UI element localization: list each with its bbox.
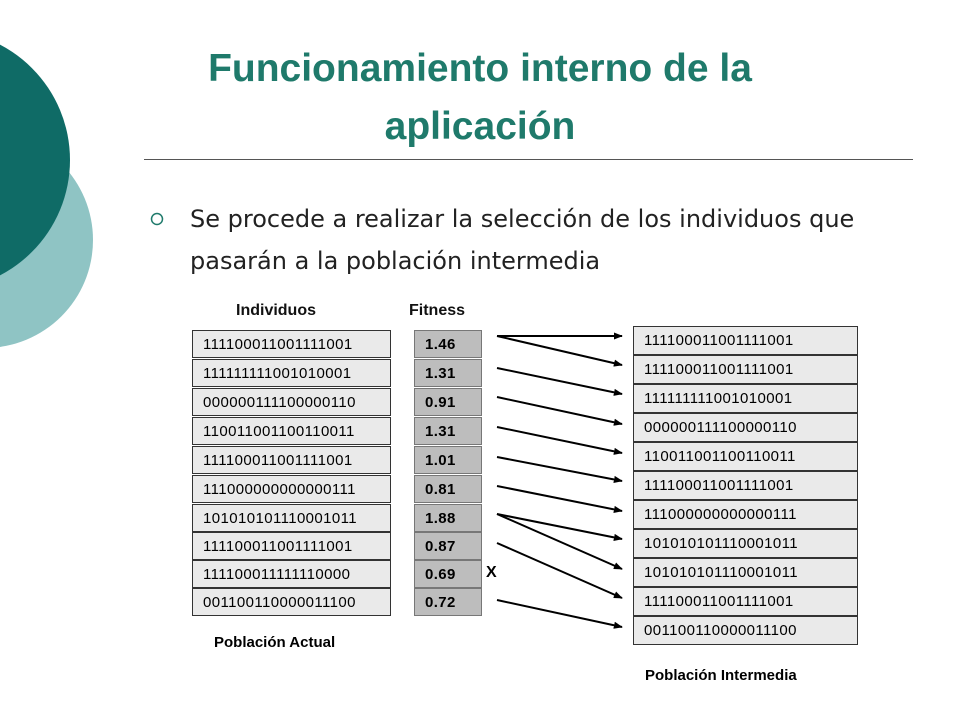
intermediate-individual-2: 111100011001111001 [633, 355, 858, 384]
current-individual-9: 111100011111110000 [192, 560, 391, 588]
selection-arrow-3 [497, 368, 622, 394]
current-population-caption: Población Actual [214, 634, 336, 651]
bullet-text: Se procede a realizar la selección de los individuos que pasarán a la población intermedia [190, 205, 855, 275]
current-individual-10: 001100110000011100 [192, 588, 391, 616]
fitness-value-3: 0.91 [414, 388, 482, 416]
selection-arrow-6 [497, 457, 622, 481]
intermediate-individual-4: 000000111100000110 [633, 413, 858, 442]
fitness-value-10: 0.72 [414, 588, 482, 616]
current-individual-5: 111100011001111001 [192, 446, 391, 474]
individuals-header: Individuos [236, 302, 316, 319]
fitness-value-4: 1.31 [414, 417, 482, 445]
current-individual-2: 111111111001010001 [192, 359, 391, 387]
selection-arrow-4 [497, 397, 622, 424]
fitness-value-2: 1.31 [414, 359, 482, 387]
intermediate-individual-5: 110011001100110011 [633, 442, 858, 471]
selection-arrow-9 [497, 514, 622, 569]
current-individual-3: 000000111100000110 [192, 388, 391, 416]
current-individual-6: 111000000000000111 [192, 475, 391, 503]
intermediate-individual-3: 111111111001010001 [633, 384, 858, 413]
selection-arrow-5 [497, 427, 622, 453]
selection-arrow-7 [497, 486, 622, 511]
selection-arrow-8 [497, 514, 622, 539]
current-individual-1: 111100011001111001 [192, 330, 391, 358]
intermediate-individual-11: 001100110000011100 [633, 616, 858, 645]
intermediate-individual-10: 111100011001111001 [633, 587, 858, 616]
fitness-value-9: 0.69 [414, 560, 482, 588]
rejected-marker: X [486, 564, 497, 581]
selection-arrow-11 [497, 600, 622, 627]
intermediate-individual-6: 111100011001111001 [633, 471, 858, 500]
current-individual-8: 111100011001111001 [192, 532, 391, 560]
current-individual-7: 101010101110001011 [192, 504, 391, 532]
intermediate-population-caption: Población Intermedia [645, 667, 797, 684]
fitness-value-8: 0.87 [414, 532, 482, 560]
selection-arrow-10 [497, 543, 622, 598]
fitness-value-1: 1.46 [414, 330, 482, 358]
intermediate-individual-9: 101010101110001011 [633, 558, 858, 587]
selection-arrow-2 [497, 336, 622, 365]
fitness-header: Fitness [409, 302, 466, 319]
intermediate-individual-8: 101010101110001011 [633, 529, 858, 558]
fitness-value-6: 0.81 [414, 475, 482, 503]
intermediate-individual-1: 111100011001111001 [633, 326, 858, 355]
fitness-value-7: 1.88 [414, 504, 482, 532]
fitness-value-5: 1.01 [414, 446, 482, 474]
slide-title: Funcionamiento interno de la aplicación [208, 47, 752, 148]
intermediate-individual-7: 111000000000000111 [633, 500, 858, 529]
current-individual-4: 110011001100110011 [192, 417, 391, 445]
